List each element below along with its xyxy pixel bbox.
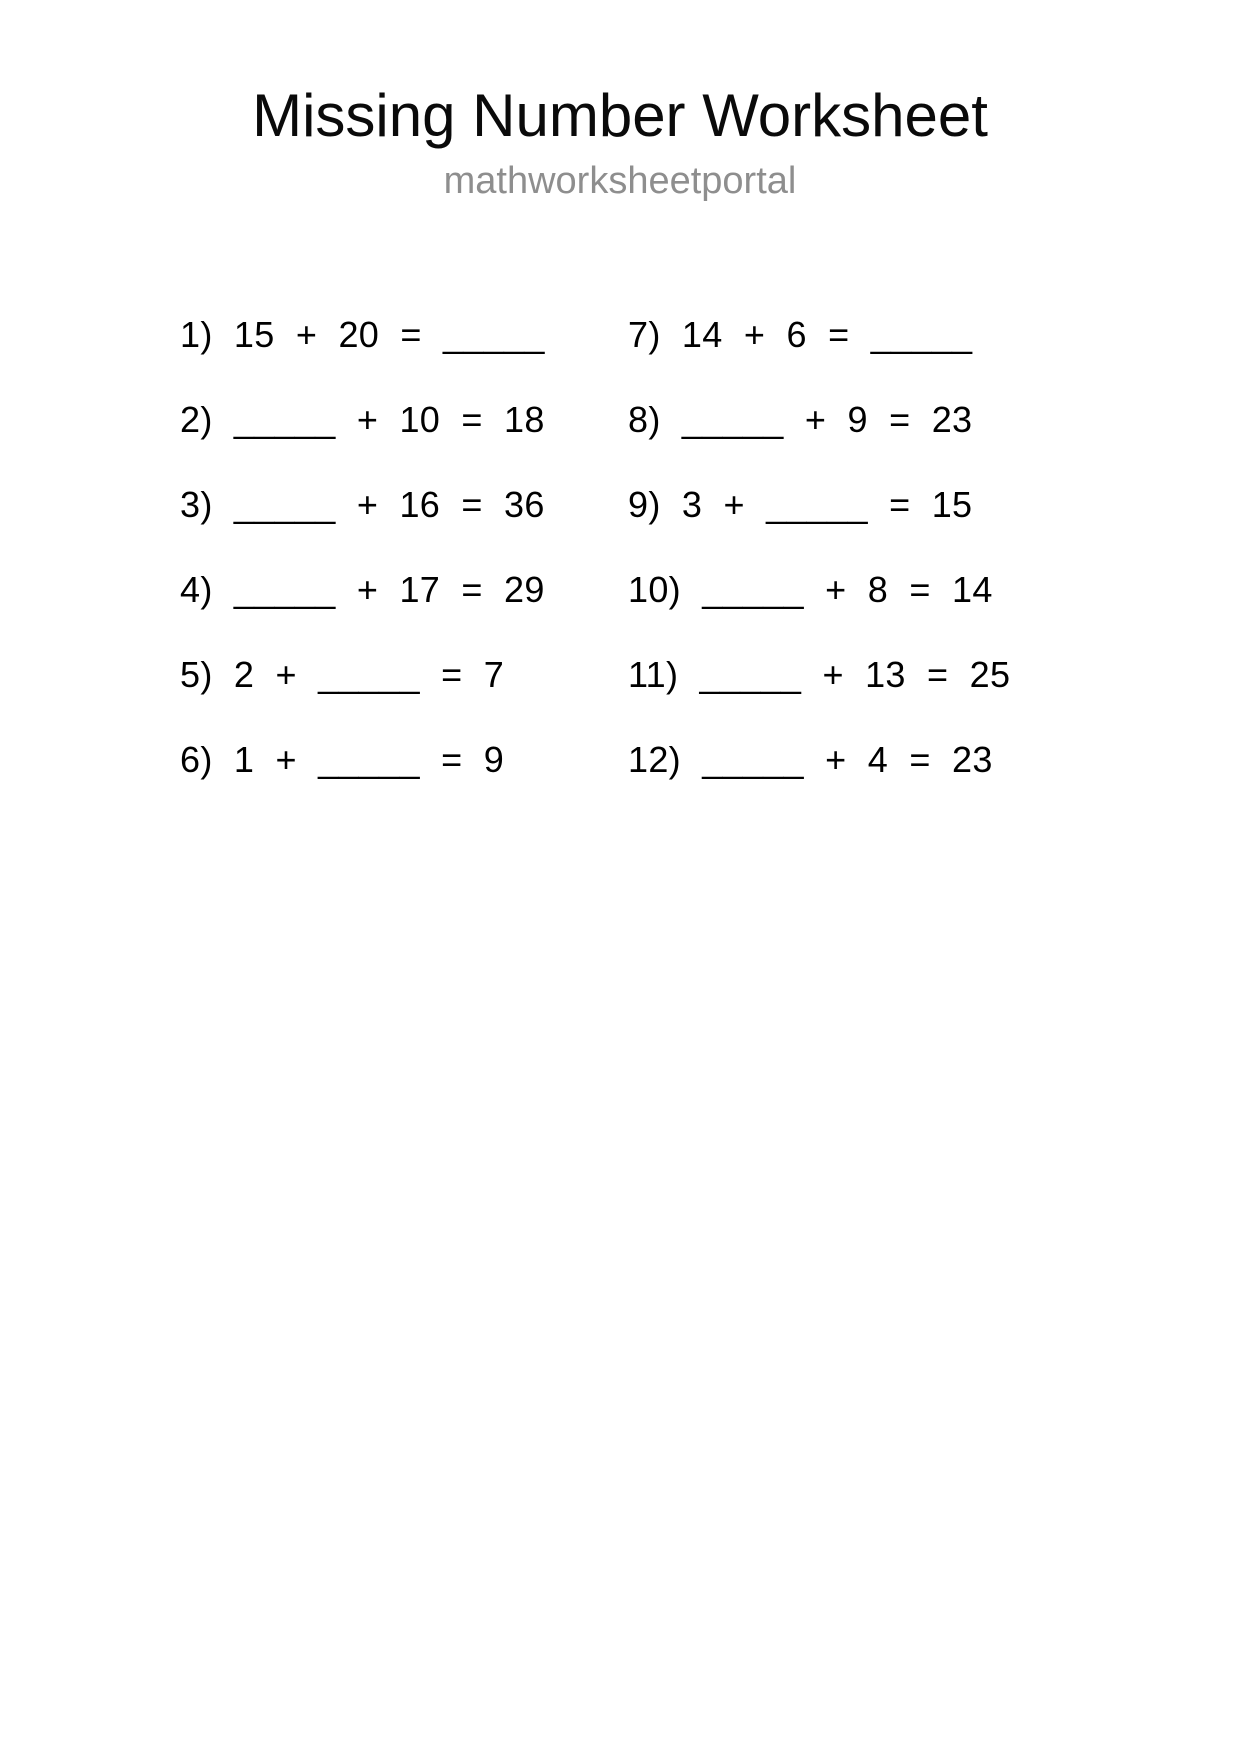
page-subtitle: mathworksheetportal: [443, 160, 797, 202]
page-title: Missing Number Worksheet: [252, 82, 988, 149]
problem-item-11: 11) _____ + 13 = 25: [628, 654, 1011, 695]
problem-item-2: 2) _____ + 10 = 18: [180, 399, 545, 440]
problem-item-12: 12) _____ + 4 = 23: [628, 739, 993, 780]
problem-item-5: 5) 2 + _____ = 7: [180, 654, 505, 695]
problem-item-6: 6) 1 + _____ = 9: [180, 739, 505, 780]
problem-item-10: 10) _____ + 8 = 14: [628, 569, 993, 610]
problem-item-3: 3) _____ + 16 = 36: [180, 484, 545, 525]
problem-item-1: 1) 15 + 20 = _____: [180, 314, 545, 355]
problems-grid: [180, 316, 1010, 826]
problem-item-8: 8) _____ + 9 = 23: [628, 399, 973, 440]
problem-item-9: 9) 3 + _____ = 15: [628, 484, 973, 525]
problem-item-7: 7) 14 + 6 = _____: [628, 314, 973, 355]
problem-item-4: 4) _____ + 17 = 29: [180, 569, 545, 610]
